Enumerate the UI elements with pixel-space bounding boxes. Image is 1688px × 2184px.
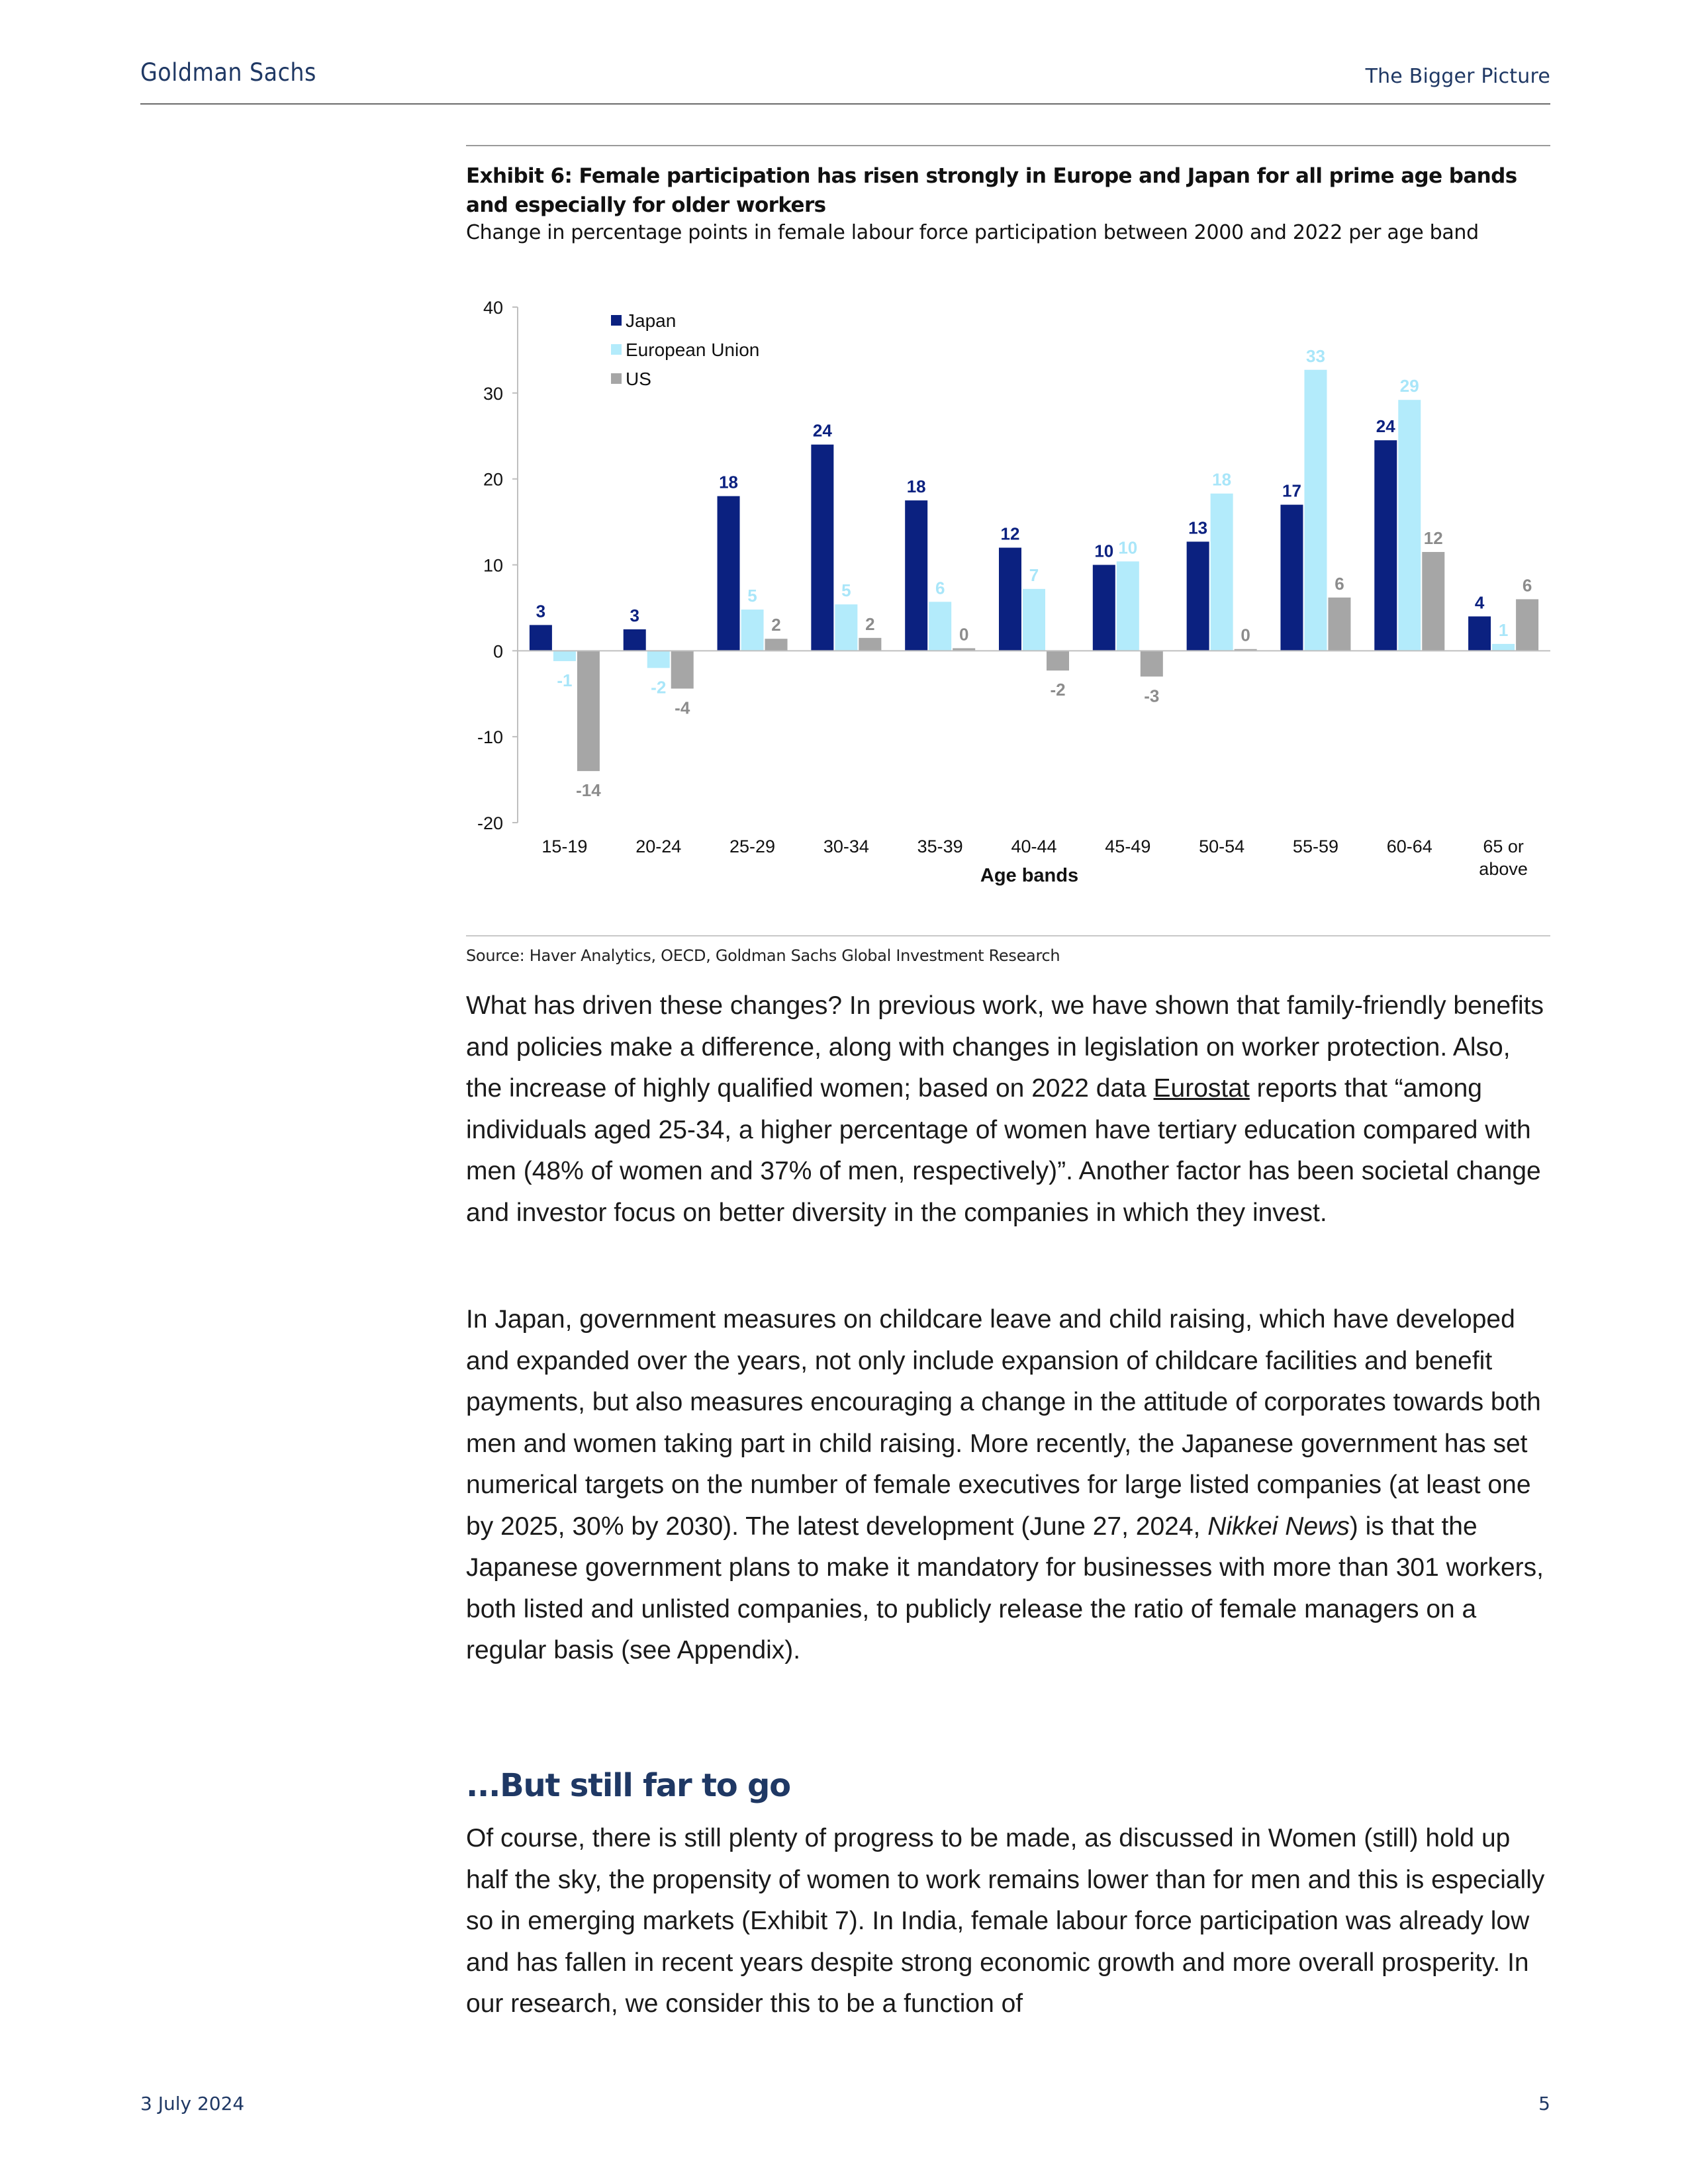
data-label: 29 bbox=[1399, 376, 1419, 396]
bar bbox=[1398, 400, 1421, 651]
source-divider bbox=[466, 935, 1550, 936]
page-number: 5 bbox=[1538, 2093, 1550, 2115]
bar bbox=[1117, 561, 1139, 651]
bar bbox=[624, 629, 646, 651]
section-heading: ...But still far to go bbox=[466, 1767, 790, 1804]
bar bbox=[1187, 541, 1209, 651]
data-label: -14 bbox=[576, 780, 601, 801]
y-tick-label: 20 bbox=[483, 469, 503, 490]
data-label: 12 bbox=[1423, 528, 1443, 549]
bar bbox=[811, 445, 833, 651]
chart-legend bbox=[611, 310, 759, 389]
bar bbox=[1374, 440, 1397, 651]
data-label: 33 bbox=[1305, 345, 1325, 366]
x-tick-label-line: above bbox=[1479, 859, 1528, 879]
data-label: 24 bbox=[1376, 416, 1395, 437]
bar bbox=[905, 500, 927, 651]
data-label: 10 bbox=[1094, 541, 1114, 561]
y-tick-label: -20 bbox=[477, 813, 503, 833]
x-tick-label: 40-44 bbox=[1011, 837, 1057, 856]
bar bbox=[859, 638, 881, 651]
body-paragraph-1 bbox=[466, 985, 1552, 1234]
report-series-title: The Bigger Picture bbox=[1365, 65, 1550, 88]
eurostat-link[interactable]: Eurostat bbox=[1153, 1074, 1250, 1103]
data-label: 18 bbox=[719, 472, 739, 492]
legend-swatch bbox=[611, 315, 622, 326]
y-tick-label: 0 bbox=[492, 641, 503, 662]
bar bbox=[577, 651, 600, 771]
data-label: 2 bbox=[865, 614, 875, 634]
data-label: 24 bbox=[812, 420, 832, 441]
bar bbox=[1422, 552, 1444, 651]
data-label: -4 bbox=[675, 698, 690, 718]
x-tick-label: 35-39 bbox=[917, 837, 963, 856]
bar bbox=[647, 651, 670, 668]
data-label: 0 bbox=[1241, 625, 1250, 645]
x-tick-label bbox=[1479, 837, 1528, 879]
bar bbox=[1492, 644, 1515, 651]
publication-date: 3 July 2024 bbox=[140, 2093, 245, 2115]
paragraph-text: What has driven these changes? In previous work, we have shown that family-friendly benefits and policies make a difference, along with changes in legislation on worker protection. Also, the increase of highly qualified women; based on 2022 data bbox=[466, 991, 1544, 1103]
bar bbox=[1304, 370, 1327, 651]
data-label: 6 bbox=[1335, 573, 1344, 594]
nikkei-news-citation: Nikkei News bbox=[1207, 1512, 1350, 1541]
legend-label: Japan bbox=[626, 310, 677, 331]
bar bbox=[1141, 651, 1163, 676]
x-tick-label: 30-34 bbox=[823, 837, 869, 856]
legend-swatch bbox=[611, 373, 622, 384]
data-label: 5 bbox=[841, 580, 851, 601]
x-tick-label: 15-19 bbox=[541, 837, 588, 856]
data-label: 3 bbox=[536, 601, 546, 621]
bar bbox=[765, 639, 788, 651]
x-tick-label: 25-29 bbox=[729, 837, 776, 856]
data-label: 13 bbox=[1188, 518, 1208, 538]
brand-name: Goldman Sachs bbox=[140, 58, 316, 87]
data-label: 0 bbox=[959, 624, 969, 645]
y-tick-label: 10 bbox=[483, 555, 503, 576]
bar bbox=[1516, 599, 1538, 651]
legend-swatch bbox=[611, 344, 622, 355]
body-paragraph-3: Of course, there is still plenty of progress to be made, as discussed in Women (still) hold up half the sky, the propensity of women to work remains lower than for men and this is especially so in emerging markets (Exhibit 7). In India, female labour force participation was already low and has fallen in recent years despite strong economic growth and more overall prosperity. In our research, we consider this to be a function of bbox=[466, 1824, 1545, 2018]
legend-label: US bbox=[626, 369, 651, 389]
data-label: 12 bbox=[1000, 523, 1020, 544]
data-label: 18 bbox=[1212, 469, 1232, 490]
bar bbox=[1023, 589, 1045, 651]
bar bbox=[741, 610, 764, 651]
bar-chart bbox=[463, 278, 1556, 893]
paragraph-text: ) is that the Japanese government plans to make it mandatory for businesses with more than 301 workers, both listed and unlisted companies, to publicly release the ratio of female managers on a regular basis (see Appendix). bbox=[466, 1512, 1544, 1664]
bar bbox=[1093, 565, 1115, 651]
data-label: -1 bbox=[557, 670, 573, 690]
x-axis-title: Age bands bbox=[980, 865, 1079, 886]
bar bbox=[929, 602, 951, 651]
y-tick-label: 40 bbox=[483, 298, 503, 318]
data-label: 7 bbox=[1029, 565, 1039, 585]
data-label: 5 bbox=[747, 586, 757, 606]
data-label: -2 bbox=[651, 677, 667, 698]
exhibit-source: Source: Haver Analytics, OECD, Goldman Sachs Global Investment Research bbox=[466, 946, 1060, 965]
bar bbox=[835, 604, 857, 651]
exhibit-top-divider bbox=[466, 145, 1550, 146]
exhibit-title: Exhibit 6: Female participation has risen strongly in Europe and Japan for all prime age bands and especially for older workers bbox=[466, 164, 1517, 217]
bar bbox=[718, 496, 740, 651]
bar bbox=[1047, 651, 1069, 670]
bar bbox=[671, 651, 694, 688]
bar bbox=[1280, 505, 1303, 651]
y-tick-label: 30 bbox=[483, 383, 503, 404]
x-tick-label: 50-54 bbox=[1199, 837, 1245, 856]
data-label: -3 bbox=[1144, 686, 1160, 706]
x-tick-label: 60-64 bbox=[1386, 837, 1432, 856]
data-label: 2 bbox=[771, 615, 781, 635]
y-tick-label: -10 bbox=[477, 727, 503, 748]
x-tick-label: 45-49 bbox=[1105, 837, 1151, 856]
bar bbox=[1468, 616, 1491, 651]
paragraph-text: reports that “among individuals aged 25-34, a higher percentage of women have tertiary education compared with men (48% of women and 37% of men, respectively)”. Another factor has been societal change and investor focus on better diversity in the companies in which they invest. bbox=[466, 1074, 1541, 1227]
data-label: 1 bbox=[1498, 619, 1509, 640]
bar bbox=[1328, 598, 1350, 651]
data-label: 17 bbox=[1282, 480, 1301, 501]
data-label: 6 bbox=[1522, 575, 1532, 596]
x-tick-label: 55-59 bbox=[1292, 837, 1338, 856]
bar bbox=[553, 651, 576, 661]
x-tick-label-line: 65 or bbox=[1483, 837, 1524, 856]
legend-label: European Union bbox=[626, 340, 760, 360]
body-paragraph-2 bbox=[466, 1299, 1552, 1672]
y-axis bbox=[477, 298, 518, 833]
data-label: 4 bbox=[1474, 592, 1485, 613]
bar bbox=[530, 625, 552, 651]
data-label: 3 bbox=[630, 605, 639, 625]
data-label: 18 bbox=[906, 477, 926, 497]
data-label: 10 bbox=[1118, 537, 1138, 558]
exhibit-subtitle: Change in percentage points in female labour force participation between 2000 and 2022 per age band bbox=[466, 221, 1479, 244]
bar bbox=[1211, 494, 1233, 651]
data-label: -2 bbox=[1050, 680, 1066, 700]
bar bbox=[999, 548, 1021, 651]
x-tick-label: 20-24 bbox=[635, 837, 682, 856]
data-label: 6 bbox=[935, 578, 945, 598]
paragraph-text: In Japan, government measures on childcare leave and child raising, which have developed and expanded over the years, not only include expansion of childcare facilities and benefit payments, but also measures encouraging a change in the attitude of corporates towards both men and women taking part in child raising. More recently, the Japanese government has set numerical targets on the number of female executives for large listed companies (at least one by 2025, 30% by 2030). The latest development (June 27, 2024, bbox=[466, 1305, 1541, 1541]
header-divider bbox=[140, 103, 1550, 105]
